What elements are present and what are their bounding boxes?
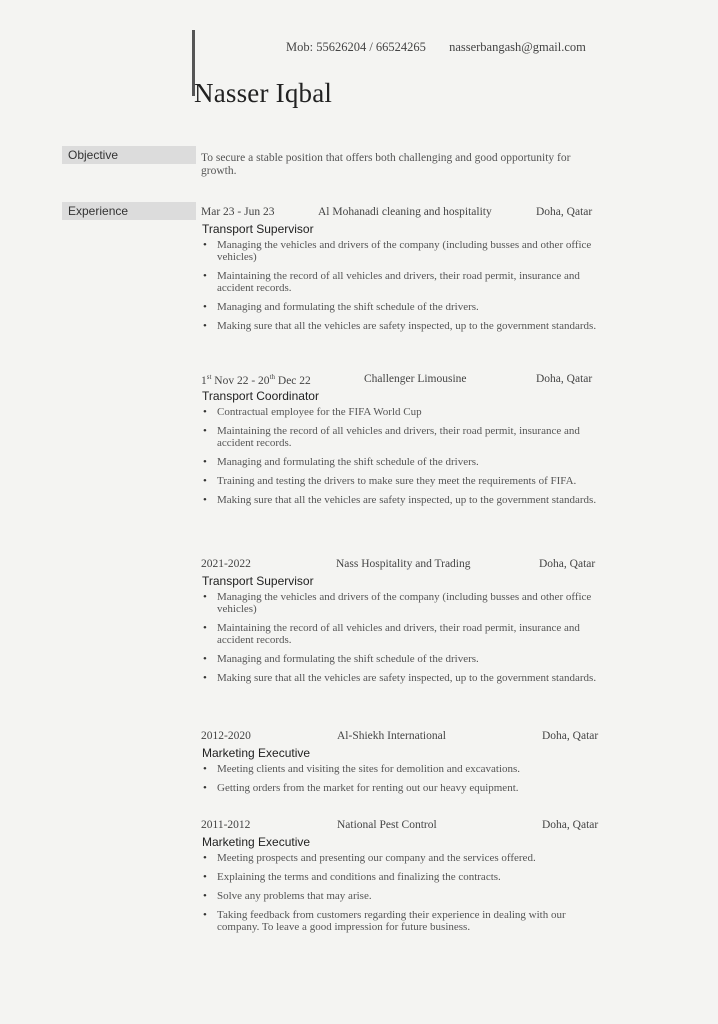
job-meta xyxy=(201,206,606,220)
job-date: 2011-2012 xyxy=(201,819,251,831)
job-title: Marketing Executive xyxy=(202,746,311,760)
job-meta xyxy=(201,558,606,572)
objective-label: Objective xyxy=(62,146,196,164)
duty-item: • Getting orders from the market for renting out our heavy equipment. xyxy=(201,782,606,794)
job-title: Transport Supervisor xyxy=(202,222,314,236)
duty-item: • Managing and formulating the shift schedule of the drivers. xyxy=(201,456,606,468)
job-entry xyxy=(201,730,606,801)
duty-item: • Maintaining the record of all vehicles and drivers, their road permit, insurance and accident records. xyxy=(201,622,606,646)
duty-item: • Explaining the terms and conditions and finalizing the contracts. xyxy=(201,871,606,883)
job-location: Doha, Qatar xyxy=(542,819,599,831)
job-entry xyxy=(201,206,606,339)
job-duties xyxy=(201,239,606,332)
job-location: Doha, Qatar xyxy=(536,206,593,218)
job-entry xyxy=(201,558,606,691)
duty-item: • Managing the vehicles and drivers of the company (including busses and other office vehicles) xyxy=(201,591,606,615)
job-duties xyxy=(201,852,606,933)
job-location: Doha, Qatar xyxy=(539,558,596,570)
job-date: 2012-2020 xyxy=(201,730,251,742)
job-date xyxy=(201,373,311,387)
job-entry xyxy=(201,819,606,940)
duty-item: • Maintaining the record of all vehicles and drivers, their road permit, insurance and accident records. xyxy=(201,425,606,449)
job-company: Nass Hospitality and Trading xyxy=(336,558,471,570)
duty-item: • Managing and formulating the shift schedule of the drivers. xyxy=(201,653,606,665)
objective-text: To secure a stable position that offers both challenging and good opportunity for growth. xyxy=(201,152,571,177)
duty-item: • Making sure that all the vehicles are safety inspected, up to the government standards. xyxy=(201,320,606,332)
mobile-number: Mob: 55626204 / 66524265 xyxy=(286,40,426,54)
date-suffix: th xyxy=(269,373,276,381)
duty-item: • Maintaining the record of all vehicles and drivers, their road permit, insurance and accident records. xyxy=(201,270,606,294)
duty-item: • Making sure that all the vehicles are safety inspected, up to the government standards. xyxy=(201,494,606,506)
duty-item: • Managing the vehicles and drivers of the company (including busses and other office vehicles) xyxy=(201,239,606,263)
duty-item: • Meeting clients and visiting the sites for demolition and excavations. xyxy=(201,763,606,775)
job-duties xyxy=(201,406,606,506)
job-meta xyxy=(201,819,606,833)
job-company: Al-Shiekh International xyxy=(337,730,446,742)
experience-label: Experience xyxy=(62,202,196,220)
job-duties xyxy=(201,763,606,794)
job-location: Doha, Qatar xyxy=(536,373,593,385)
duty-item: • Contractual employee for the FIFA World Cup xyxy=(201,406,606,418)
job-meta xyxy=(201,373,606,387)
job-date: Mar 23 - Jun 23 xyxy=(201,206,275,218)
duty-item: • Solve any problems that may arise. xyxy=(201,890,606,902)
date-suffix: st xyxy=(206,373,212,381)
job-title: Transport Coordinator xyxy=(202,389,319,403)
contact-line xyxy=(286,40,586,55)
job-title: Marketing Executive xyxy=(202,835,311,849)
candidate-name: Nasser Iqbal xyxy=(194,78,333,108)
date-day: 1 xyxy=(201,374,207,387)
job-title: Transport Supervisor xyxy=(202,574,314,588)
job-entry xyxy=(201,373,606,513)
job-duties xyxy=(201,591,606,684)
job-location: Doha, Qatar xyxy=(542,730,599,742)
duty-item: • Managing and formulating the shift schedule of the drivers. xyxy=(201,301,606,313)
duty-item: • Training and testing the drivers to make sure they meet the requirements of FIFA. xyxy=(201,475,606,487)
date-month: Nov 22 - 20 xyxy=(211,374,270,387)
date-month: Dec 22 xyxy=(275,374,311,387)
job-date: 2021-2022 xyxy=(201,558,251,570)
job-company: Challenger Limousine xyxy=(364,373,467,385)
duty-item: • Meeting prospects and presenting our company and the services offered. xyxy=(201,852,606,864)
job-company: Al Mohanadi cleaning and hospitality xyxy=(318,206,492,218)
duty-item: • Taking feedback from customers regarding their experience in dealing with our company. To leave a good impression for future business. xyxy=(201,909,606,933)
email-address: nasserbangash@gmail.com xyxy=(449,40,586,54)
duty-item: • Making sure that all the vehicles are safety inspected, up to the government standards. xyxy=(201,672,606,684)
job-company: National Pest Control xyxy=(337,819,437,831)
job-meta xyxy=(201,730,606,744)
